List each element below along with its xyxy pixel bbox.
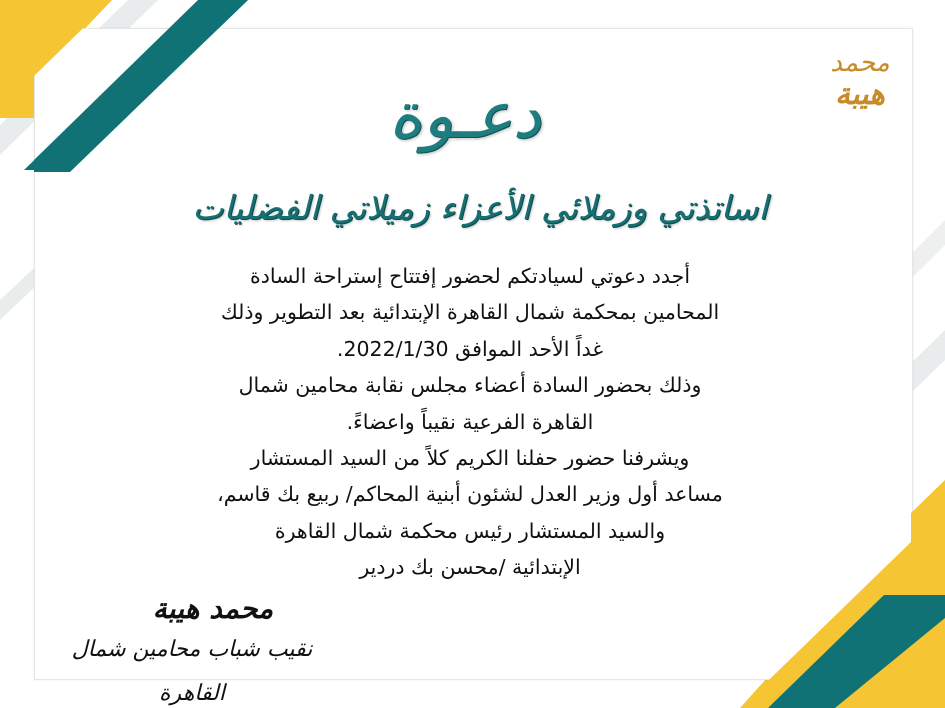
body-line: غداً الأحد الموافق 2022/1/30. xyxy=(336,336,604,361)
body-line: الإبتدائية /محسن بك دردير xyxy=(359,555,581,580)
body-line: ويشرفنا حضور حفلنا الكريم كلاً من السيد المستشار xyxy=(250,445,690,470)
body-line: وذلك بحضور السادة أعضاء مجلس نقابة محامين شمال xyxy=(238,373,702,398)
body-line: أجدد دعوتي لسيادتكم لحضور إفتتاح إستراحة السادة xyxy=(249,264,691,288)
body-line: والسيد المستشار رئيس محكمة شمال القاهرة xyxy=(274,518,666,543)
logo-line-2: هيبة xyxy=(834,77,885,112)
signature-title: نقيب شباب محامين شمال القاهرة xyxy=(71,637,313,706)
body-line: القاهرة الفرعية نقيباً واعضاءً. xyxy=(346,409,594,434)
body-line: مساعد أول وزير العدل لشئون أبنية المحاكم/ ربيع بك قاسم، xyxy=(217,482,723,507)
invitation-greeting: اساتذتي وزملائي الأعزاء زميلاتي الفضليات xyxy=(192,188,768,227)
logo-line-1: محمد xyxy=(830,48,890,78)
invitation-body xyxy=(110,258,830,586)
signature-name: محمد هيبة xyxy=(152,592,274,625)
calligraphy-logo xyxy=(818,48,902,136)
body-line: المحامين بمحكمة شمال القاهرة الإبتدائية بعد التطوير وذلك xyxy=(220,300,720,325)
invitation-title: دعـوة xyxy=(388,79,542,153)
